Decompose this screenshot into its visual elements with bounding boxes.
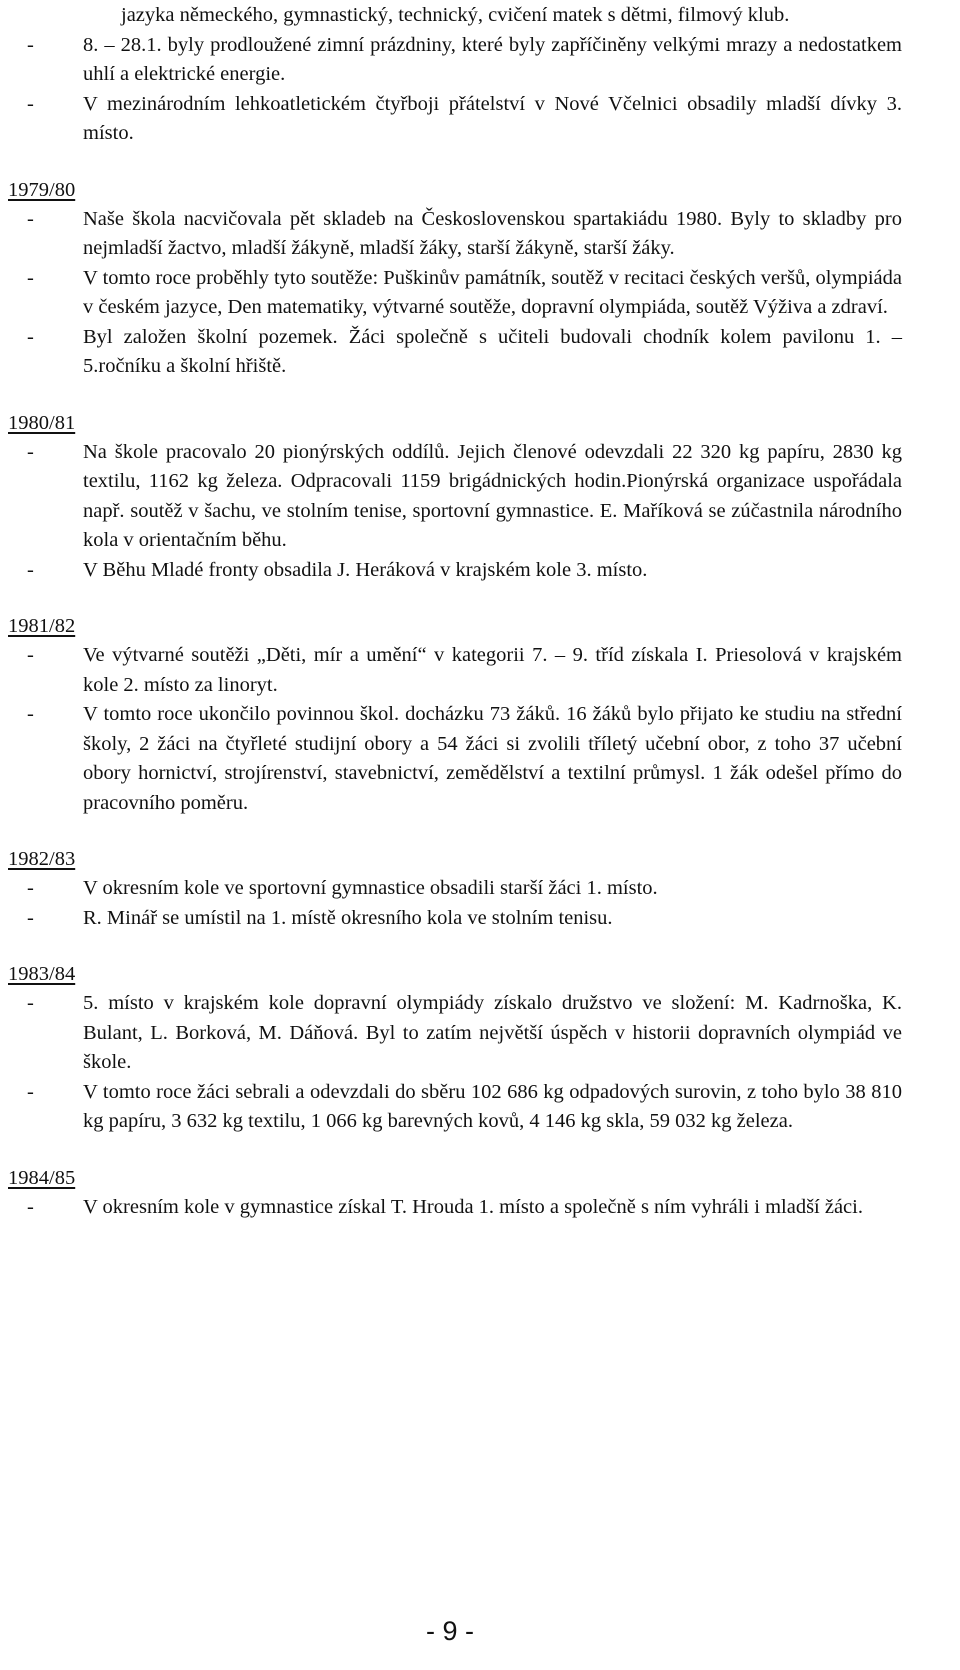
section-year-heading: 1981/82: [8, 615, 76, 637]
item-text: Byl založen školní pozemek. Žáci společně s učiteli budovali chodník kolem pavilonu 1. – 5.ročníku a školní hřiště.: [83, 325, 902, 377]
section-list: [8, 205, 902, 382]
dash-bullet: -: [27, 1195, 34, 1218]
item-text: V tomto roce ukončilo povinnou škol. docházku 73 žáků. 16 žáků bylo přijato ke studiu na střední školy, 2 žáci na čtyřleté studijní obory a 54 žáci si zvolili tříletý učební obor, z toho 37 učební obory hornictví, strojírenství, stavebnictví, zemědělství a textilní průmysl. 1 žák odešel přímo do pracovního poměru.: [83, 703, 902, 814]
dash-bullet: -: [27, 703, 34, 725]
intro-continuation: [8, 1, 902, 149]
item-text: 8. – 28.1. byly prodloužené zimní prázdniny, které byly zapříčiněny velkými mrazy a nedostatkem uhlí a elektrické energie.: [83, 33, 902, 85]
item-text: 5. místo v krajském kole dopravní olympiády získalo družstvo ve složení: M. Kadrnoška, K. Bulant, L. Borková, M. Dáňová. Byl to zatím největší úspěch v historii dopravních olympiád ve škole.: [83, 992, 902, 1073]
dash-bullet: -: [27, 207, 34, 230]
item-text: V mezinárodním lehkoatletickém čtyřboji přátelství v Nové Včelnici obsadily mladší dívky 3. místo.: [83, 92, 902, 144]
dash-bullet: -: [27, 992, 34, 1014]
item-text: Ve výtvarné soutěži „Děti, mír a umění“ v kategorii 7. – 9. tříd získala I. Priesolová v krajském kole 2. místo za linoryt.: [83, 644, 902, 696]
list-item: [8, 264, 902, 323]
dash-bullet: -: [27, 92, 34, 115]
section-list: [8, 874, 902, 933]
item-text: R. Minář se umístil na 1. místě okresního kola ve stolním tenisu.: [83, 906, 613, 929]
item-text: V tomto roce žáci sebrali a odevzdali do sběru 102 686 kg odpadových surovin, z toho bylo 38 810 kg papíru, 3 632 kg textilu, 1 066 kg barevných kovů, 4 146 kg skla, 59 032 kg železa.: [83, 1080, 902, 1132]
dash-bullet: -: [27, 644, 34, 666]
section-year-heading: 1982/83: [8, 848, 76, 870]
item-text: V okresním kole ve sportovní gymnastice obsadili starší žáci 1. místo.: [83, 877, 658, 899]
list-item: [8, 641, 902, 700]
section-1981-82: [8, 612, 902, 818]
section-1982-83: [8, 845, 902, 933]
dash-bullet: -: [27, 440, 34, 463]
list-item: [8, 1193, 902, 1223]
list-item: [8, 438, 902, 556]
dash-bullet: -: [27, 877, 34, 899]
section-1980-81: [8, 409, 902, 586]
section-1984-85: [8, 1164, 902, 1223]
dash-bullet: -: [27, 33, 34, 56]
dash-bullet: -: [27, 266, 34, 289]
page-number: - 9 -: [425, 1616, 474, 1646]
page-content: [8, 0, 902, 1222]
item-text: Naše škola nacvičovala pět skladeb na Československou spartakiádu 1980. Byly to skladby pro nejmladší žactvo, mladší žákyně, mladší žáky, starší žákyně, starší žáky.: [83, 207, 902, 259]
section-1983-84: [8, 960, 902, 1137]
list-item: [8, 989, 902, 1078]
list-item: [8, 31, 902, 90]
section-year-heading: 1980/81: [8, 411, 76, 434]
section-1979-80: [8, 176, 902, 382]
item-text: Na škole pracovalo 20 pionýrských oddílů. Jejich členové odevzdali 22 320 kg papíru, 2830 kg textilu, 1162 kg železa. Odpracovali 1159 brigádnických hodin.Pionýrská organizace uspořádala např. soutěž v šachu, ve stolním tenise, sportovní gymnastice. E. Maříková se zúčastnila národního kola v orientačním běhu.: [83, 440, 902, 551]
section-year-heading: 1983/84: [8, 963, 76, 985]
list-item: [8, 205, 902, 264]
list-item: [8, 556, 902, 586]
dash-bullet: -: [27, 906, 34, 929]
dash-bullet: -: [27, 558, 34, 581]
item-text: V tomto roce proběhly tyto soutěže: Puškinův památník, soutěž v recitaci českých veršů, olympiáda v českém jazyce, Den matematiky, výtvarné soutěže, dopravní olympiáda, soutěž Výživa a zdraví.: [83, 266, 902, 318]
section-list: [8, 989, 902, 1137]
section-list: [8, 1193, 902, 1223]
dash-bullet: -: [27, 1080, 34, 1103]
dash-bullet: -: [27, 325, 34, 348]
list-item: [8, 323, 902, 382]
section-year-heading: 1979/80: [8, 178, 76, 201]
list-item: [8, 904, 902, 934]
section-year-heading: 1984/85: [8, 1166, 76, 1189]
list-item: [8, 1, 902, 31]
item-text: jazyka německého, gymnastický, technický, cvičení matek s dětmi, filmový klub.: [121, 4, 790, 26]
list-item: [8, 700, 902, 818]
list-item: [8, 874, 902, 904]
intro-list: [8, 1, 902, 149]
list-item: [8, 1078, 902, 1137]
item-text: V Běhu Mladé fronty obsadila J. Heráková v krajském kole 3. místo.: [83, 558, 648, 581]
section-list: [8, 438, 902, 586]
item-text: V okresním kole v gymnastice získal T. Hrouda 1. místo a společně s ním vyhráli i mladší žáci.: [83, 1195, 863, 1218]
section-list: [8, 641, 902, 818]
list-item: [8, 90, 902, 149]
